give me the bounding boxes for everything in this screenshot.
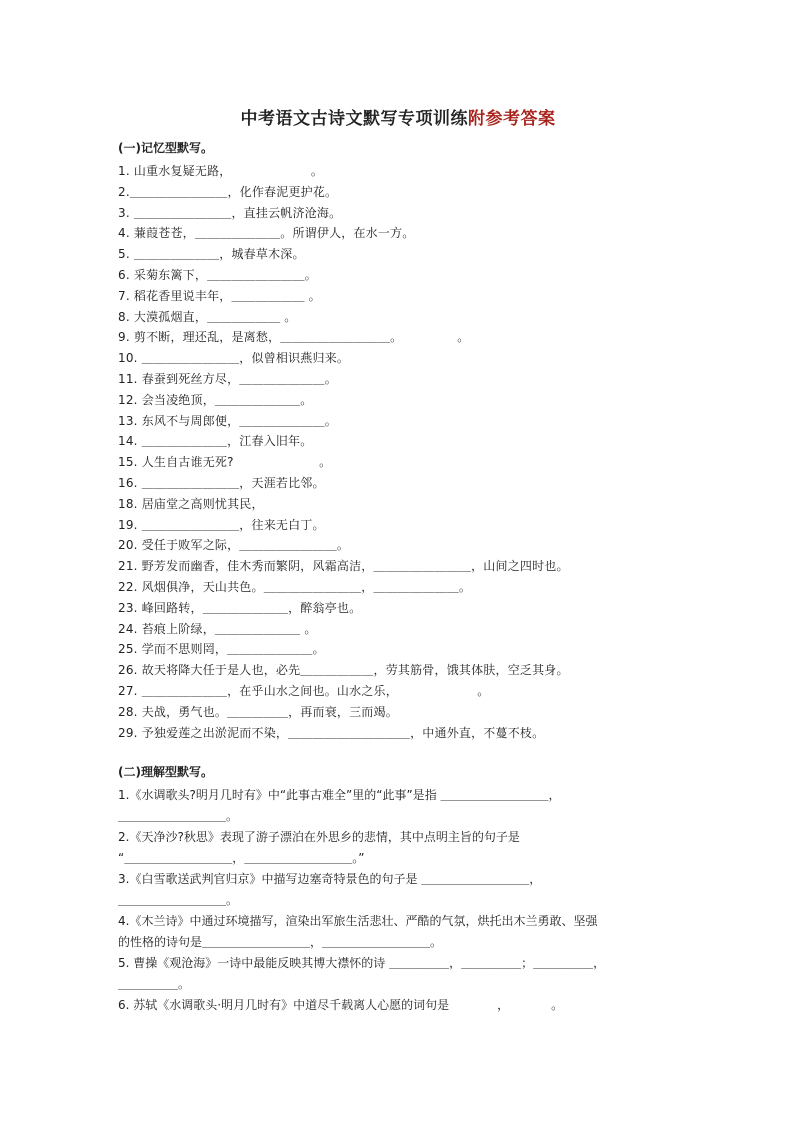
exercise-paragraph: [118, 869, 678, 911]
exercise-line: 6. 采菊东篱下，＿＿＿＿＿＿＿＿。: [118, 267, 317, 282]
title-accent: 附参考答案: [468, 109, 556, 129]
exercise-line: 9. 剪不断，理还乱，是离愁，＿＿＿＿＿＿＿＿＿。 。: [118, 330, 470, 345]
section-heading: (二)理解型默写。: [118, 765, 213, 780]
exercise-line: 10. ＿＿＿＿＿＿＿＿，似曾相识燕归来。: [118, 351, 350, 366]
exercise-paragraph: [118, 785, 678, 827]
exercise-line: 21. 野芳发而幽香，佳木秀而繁阴，风霜高洁，＿＿＿＿＿＿＿＿，山间之四时也。: [118, 559, 569, 574]
section-heading: (一)记忆型默写。: [118, 141, 213, 155]
exercise-line: 26. 故天将降大任于是人也，必先＿＿＿＿＿＿，劳其筋骨，饿其体肤，空乏其身。: [118, 663, 569, 678]
exercise-line: 7. 稻花香里说丰年，＿＿＿＿＿＿ 。: [118, 288, 321, 303]
exercise-line: 4.《木兰诗》中通过环境描写，渲染出军旅生活悲壮、严酷的气氛，烘托出木兰勇敢、坚强: [118, 914, 598, 929]
exercise-line: 18. 居庙堂之高则忧其民，: [118, 496, 264, 511]
section-understanding: [118, 763, 678, 1016]
exercise-line: ＿＿＿＿＿＿＿＿＿。: [118, 809, 239, 824]
exercise-line: 11. 春蚕到死丝方尽，＿＿＿＿＿＿＿。: [118, 371, 337, 386]
exercise-paragraph: [118, 995, 678, 1016]
exercise-line: 3.《白雪歌送武判官归京》中描写边塞奇特景色的句子是 ＿＿＿＿＿＿＿＿＿，: [118, 872, 542, 887]
exercise-line: 20. 受任于败军之际，＿＿＿＿＿＿＿＿。: [118, 538, 350, 553]
section-gap: [118, 743, 678, 763]
exercise-line: ＿＿＿＿＿。: [118, 977, 191, 992]
exercise-line: 14. ＿＿＿＿＿＿＿，江春入旧年。: [118, 434, 313, 449]
exercise-line: 19. ＿＿＿＿＿＿＿＿，往来无白丁。: [118, 517, 325, 532]
exercise-line: 28. 夫战，勇气也。＿＿＿＿＿，再而衰，三而竭。: [118, 704, 398, 719]
exercise-line: 4. 蒹葭苍苍，＿＿＿＿＿＿＿。所谓伊人，在水一方。: [118, 226, 415, 241]
exercise-paragraph: [118, 953, 678, 995]
exercise-paragraph: [118, 911, 678, 953]
section-memory: [118, 139, 678, 743]
exercise-paragraph: [118, 827, 678, 869]
exercise-line: 22. 风烟俱净，天山共色。＿＿＿＿＿＿＿＿，＿＿＿＿＿＿＿。: [118, 579, 472, 594]
exercise-line: 1. 山重水复疑无路， 。: [118, 164, 324, 178]
exercise-line: 1.《水调歌头?明月几时有》中“此事古难全”里的“此事”是指 ＿＿＿＿＿＿＿＿＿，: [118, 788, 561, 803]
exercise-line: 12. 会当凌绝顶，＿＿＿＿＿＿＿。: [118, 392, 313, 407]
exercise-line: 27. ＿＿＿＿＿＿＿，在乎山水之间也。山水之乐， 。: [118, 683, 490, 698]
page-title: [118, 104, 678, 129]
title-main: 中考语文古诗文默写专项训练: [240, 109, 468, 129]
exercise-line: 5. ＿＿＿＿＿＿＿，城春草木深。: [118, 247, 305, 262]
exercise-line: 3. ＿＿＿＿＿＿＿＿，直挂云帆济沧海。: [118, 205, 342, 220]
exercise-line: 13. 东风不与周郎便，＿＿＿＿＿＿＿。: [118, 413, 337, 428]
exercise-line: 15. 人生自古谁无死? 。: [118, 455, 332, 470]
exercise-line: ＿＿＿＿＿＿＿＿＿。: [118, 893, 239, 908]
exercise-line: 2.＿＿＿＿＿＿＿＿，化作春泥更护花。: [118, 184, 338, 199]
exercise-line: 5. 曹操《观沧海》一诗中最能反映其博大襟怀的诗 ＿＿＿＿＿，＿＿＿＿＿；＿＿＿＿＿，: [118, 956, 606, 971]
document-page: [118, 104, 678, 1016]
exercise-line: 24. 苔痕上阶绿，＿＿＿＿＿＿＿ 。: [118, 621, 317, 636]
exercise-line: 的性格的诗句是＿＿＿＿＿＿＿＿＿，＿＿＿＿＿＿＿＿＿。: [118, 935, 443, 950]
exercise-line: 2.《天净沙?秋思》表现了游子漂泊在外思乡的悲情，其中点明主旨的句子是: [118, 830, 520, 845]
exercise-line: 23. 峰回路转，＿＿＿＿＿＿＿，醉翁亭也。: [118, 600, 362, 615]
exercise-line: 16. ＿＿＿＿＿＿＿＿，天涯若比邻。: [118, 475, 325, 490]
exercise-line: 29. 予独爱莲之出淤泥而不染，＿＿＿＿＿＿＿＿＿＿，中通外直，不蔓不枝。: [118, 725, 545, 740]
exercise-line: 25. 学而不思则罔，＿＿＿＿＿＿＿。: [118, 642, 325, 657]
exercise-line: “＿＿＿＿＿＿＿＿＿，＿＿＿＿＿＿＿＿＿。”: [118, 851, 365, 866]
exercise-line: 8. 大漠孤烟直，＿＿＿＿＿＿ 。: [118, 309, 297, 324]
exercise-line: 6. 苏轼《水调歌头·明月几时有》中道尽千载离人心愿的词句是 ， 。: [118, 998, 564, 1013]
